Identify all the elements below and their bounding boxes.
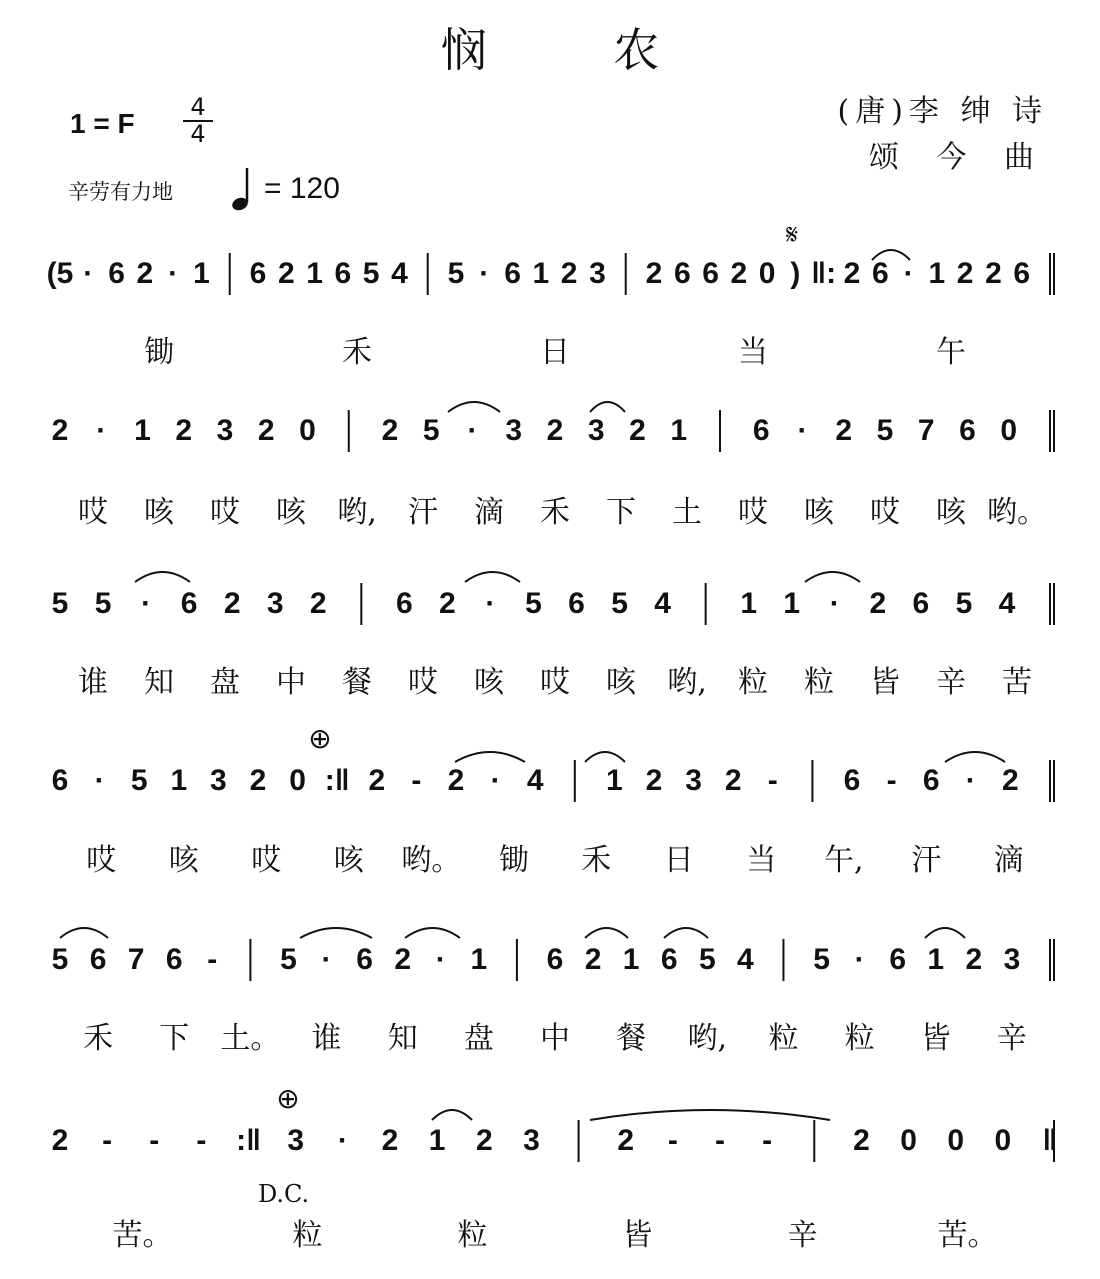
note-digit: 2 xyxy=(956,257,974,290)
note-digit: 2 xyxy=(447,764,465,797)
lyric-syllable: 粒 xyxy=(292,1218,323,1253)
note-digit: 2 xyxy=(835,414,853,447)
note-digit: 4 xyxy=(737,943,754,976)
lyric-syllable: 中 xyxy=(540,1021,570,1056)
note-digit: - xyxy=(667,1124,678,1157)
note-digit: 1 xyxy=(670,414,688,447)
repeat-barline: :‖ xyxy=(236,1124,262,1157)
note-digit: 6 xyxy=(889,943,907,976)
slur xyxy=(135,572,190,582)
lyric-syllable: 盘 xyxy=(463,1021,494,1056)
note-digit: 2 xyxy=(51,1124,69,1157)
slur xyxy=(585,928,628,938)
note-digit: 0 xyxy=(994,1124,1012,1157)
lyric-syllable: 哎 xyxy=(870,495,900,530)
lyric-syllable: 咳 xyxy=(276,495,306,530)
lyric-syllable: 中 xyxy=(276,665,306,700)
lyric-syllable: 粒 xyxy=(804,665,834,700)
note-digit: 2 xyxy=(985,257,1002,290)
note-digit: 2 xyxy=(869,587,887,620)
note-digit: 3 xyxy=(523,1124,540,1157)
note-digit: 6 xyxy=(249,257,267,290)
note-digit: 3 xyxy=(685,764,702,797)
note-digit: 4 xyxy=(526,764,544,797)
lyric-syllable: 粒 xyxy=(457,1218,488,1253)
note-digit: 2 xyxy=(730,257,748,290)
lyric-syllable: 苦。 xyxy=(112,1218,173,1253)
note-digit: 2 xyxy=(381,1124,399,1157)
note-digit: 2 xyxy=(439,587,456,620)
slur xyxy=(60,928,108,938)
lyric-syllable: 咳 xyxy=(606,665,636,700)
note-digit: 7 xyxy=(917,414,935,447)
time-signature-bottom: 4 xyxy=(190,120,206,148)
barline-token: | xyxy=(1045,943,1055,976)
lyric-syllable: 禾 xyxy=(342,335,372,370)
note-digit: 6 xyxy=(334,257,352,290)
barline-token: | xyxy=(246,943,255,976)
coda-icon: ⊕ xyxy=(276,1082,300,1115)
note-digit: 2 xyxy=(546,414,564,447)
augmentation-dot: · xyxy=(903,257,914,290)
note-digit: - xyxy=(196,1124,207,1157)
note-digit: 0 xyxy=(1000,414,1018,447)
augmentation-dot: · xyxy=(96,414,107,447)
lyric-syllable: 下 xyxy=(606,495,636,530)
barline-token: | xyxy=(225,257,234,290)
lyric-syllable: 锄 xyxy=(498,843,529,878)
slur xyxy=(945,752,1005,762)
barline-token: | xyxy=(1045,764,1055,797)
note-digit: 1 xyxy=(740,587,758,620)
note-digit: 2 xyxy=(560,257,578,290)
augmentation-dot: · xyxy=(141,587,152,620)
lyric-syllable: 汗 xyxy=(911,843,942,878)
lyric-syllable: 咳 xyxy=(474,665,504,700)
augmentation-dot: · xyxy=(467,414,478,447)
slur xyxy=(405,928,460,938)
lyric-syllable: 滴 xyxy=(993,843,1024,878)
note-digit: 1 xyxy=(170,764,188,797)
barline-token: | xyxy=(1045,587,1055,620)
lyric-syllable: 土 xyxy=(672,495,702,530)
barline-token: | xyxy=(1045,257,1055,290)
lyric-syllable: 粒 xyxy=(768,1021,799,1056)
lyric-syllable: 辛 xyxy=(787,1218,818,1253)
slur xyxy=(925,928,965,938)
lyric-syllable: 午 xyxy=(936,335,966,370)
note-digit: 0 xyxy=(947,1124,965,1157)
time-signature-top: 4 xyxy=(190,93,206,121)
note-digit: 6 xyxy=(660,943,678,976)
lyric-syllable: 苦 xyxy=(1002,665,1032,700)
note-digit: 6 xyxy=(396,587,413,620)
barline-token: | xyxy=(423,257,432,290)
note-digit: 2 xyxy=(223,587,241,620)
note-digit: 6 xyxy=(546,943,564,976)
note-digit: 6 xyxy=(89,943,107,976)
barline-token: | xyxy=(357,587,366,620)
note-digit: 0 xyxy=(758,257,776,290)
note-digit: 4 xyxy=(998,587,1016,620)
note-digit: 2 xyxy=(309,587,327,620)
note-digit: 5 xyxy=(51,587,69,620)
note-digit: 2 xyxy=(645,257,663,290)
barline-token: | xyxy=(810,1124,819,1157)
note-digit: 2 xyxy=(257,414,275,447)
note-digit: 4 xyxy=(391,257,408,290)
note-digit: 3 xyxy=(287,1124,305,1157)
lyric-syllable: 哎 xyxy=(86,843,117,878)
note-digit: 6 xyxy=(912,587,930,620)
slur xyxy=(805,572,860,582)
segno-icon: 𝄋 xyxy=(785,218,799,251)
augmentation-dot: · xyxy=(479,257,490,290)
note-digit: 6 xyxy=(180,587,198,620)
lyric-syllable: 粒 xyxy=(844,1021,875,1056)
note-digit: 4 xyxy=(654,587,671,620)
note-digit: 6 xyxy=(165,943,183,976)
lyric-syllable: 当 xyxy=(738,335,768,370)
barline-token: | xyxy=(779,943,788,976)
note-digit: 2 xyxy=(629,414,646,447)
lyric-syllable: 哟, xyxy=(667,665,707,700)
note-digit: 5 xyxy=(611,587,628,620)
note-digit: 2 xyxy=(965,943,983,976)
augmentation-dot: · xyxy=(94,764,105,797)
note-digit: 2 xyxy=(368,764,386,797)
slur xyxy=(300,928,372,938)
lyric-syllable: 咳 xyxy=(936,495,966,530)
barline-token: | xyxy=(574,1124,583,1157)
augmentation-dot: · xyxy=(490,764,501,797)
lyric-syllable: 皆 xyxy=(870,665,900,700)
augmentation-dot: · xyxy=(485,587,496,620)
lyric-syllable: 咳 xyxy=(804,495,834,530)
note-digit: (5 xyxy=(46,257,74,290)
lyric-syllable: 哟, xyxy=(337,495,377,530)
lyric-syllable: 当 xyxy=(746,843,777,878)
lyric-syllable: 皆 xyxy=(920,1021,951,1056)
barline-token: | xyxy=(715,414,725,447)
note-digit: 6 xyxy=(673,257,691,290)
lyric-syllable: 哟。 xyxy=(987,495,1047,530)
note-digit: 1 xyxy=(470,943,488,976)
repeat-barline: ‖: xyxy=(811,257,837,290)
note-digit: 5 xyxy=(51,943,69,976)
lyric-syllable: 餐 xyxy=(342,665,372,700)
lyric-syllable: 禾 xyxy=(83,1021,114,1056)
lyric-syllable: 日 xyxy=(663,843,694,878)
lyric-syllable: 盘 xyxy=(210,665,240,700)
note-digit: 5 xyxy=(447,257,465,290)
lyric-syllable: 滴 xyxy=(474,495,504,530)
repeat-barline: :‖ xyxy=(324,764,350,797)
barline-token: | xyxy=(621,257,630,290)
augmentation-dot: · xyxy=(321,943,332,976)
lyric-syllable: 哟。 xyxy=(401,843,462,878)
note-digit: 2 xyxy=(51,414,69,447)
note-digit: 2 xyxy=(277,257,295,290)
lyric-syllable: 谁 xyxy=(311,1021,342,1056)
barline-token: | xyxy=(808,764,817,797)
note-digit: 5 xyxy=(955,587,973,620)
note-digit: 5 xyxy=(525,587,542,620)
note-digit: 2 xyxy=(381,414,399,447)
note-digit: 6 xyxy=(356,943,373,976)
slur xyxy=(432,1110,472,1120)
note-digit: - xyxy=(411,764,422,797)
lyric-syllable: 哎 xyxy=(251,843,282,878)
lyric-syllable: 皆 xyxy=(622,1218,653,1253)
note-digit: 7 xyxy=(127,943,145,976)
note-digit: 1 xyxy=(428,1124,446,1157)
note-digit: 2 xyxy=(249,764,267,797)
lyric-syllable: 咳 xyxy=(333,843,364,878)
note-digit: 2 xyxy=(475,1124,493,1157)
note-digit: - xyxy=(886,764,897,797)
note-digit: 6 xyxy=(752,414,770,447)
note-digit: 6 xyxy=(871,257,889,290)
note-digit: 6 xyxy=(568,587,585,620)
lyric-syllable: 下 xyxy=(159,1021,190,1056)
note-digit: 3 xyxy=(216,414,234,447)
note-digit: 5 xyxy=(813,943,830,976)
lyric-syllable: 粒 xyxy=(738,665,768,700)
augmentation-dot: · xyxy=(854,943,865,976)
barline-token: | xyxy=(570,764,580,797)
lyric-syllable: 禾 xyxy=(581,843,612,878)
note-digit: 2 xyxy=(645,764,663,797)
note-digit: - xyxy=(102,1124,113,1157)
slur xyxy=(585,752,625,762)
note-digit: 6 xyxy=(51,764,69,797)
augmentation-dot: · xyxy=(83,257,94,290)
lyric-syllable: 知 xyxy=(387,1021,418,1056)
note-digit: 2 xyxy=(1002,764,1019,797)
note-digit: - xyxy=(715,1124,725,1157)
note-digit: 0 xyxy=(289,764,306,797)
lyric-syllable: 禾 xyxy=(540,495,570,530)
note-digit: 3 xyxy=(589,257,606,290)
note-digit: 5 xyxy=(362,257,380,290)
note-digit: 5 xyxy=(698,943,716,976)
note-digit: 5 xyxy=(130,764,148,797)
note-digit: 6 xyxy=(1013,257,1031,290)
note-digit: 1 xyxy=(606,764,623,797)
note-digit: 6 xyxy=(959,414,976,447)
note-digit: 1 xyxy=(622,943,640,976)
note-digit: 2 xyxy=(843,257,861,290)
note-digit: 1 xyxy=(134,414,151,447)
note-digit: 5 xyxy=(94,587,112,620)
note-digit: 2 xyxy=(584,943,602,976)
slur xyxy=(455,752,525,762)
lyric-syllable: 知 xyxy=(144,665,174,700)
repeat-barline: ‖ xyxy=(1042,1124,1058,1157)
augmentation-dot: · xyxy=(337,1124,348,1157)
lyric-syllable: 汗 xyxy=(408,495,438,530)
lyric-syllable: 日 xyxy=(540,335,570,370)
barline-token: | xyxy=(1045,414,1055,447)
note-digit: 2 xyxy=(175,414,193,447)
augmentation-dot: · xyxy=(797,414,808,447)
lyric-syllable: 午, xyxy=(823,843,864,878)
augmentation-dot: · xyxy=(965,764,976,797)
slur xyxy=(465,572,520,582)
augmentation-dot: · xyxy=(435,943,446,976)
note-digit: 3 xyxy=(210,764,227,797)
note-digit: 5 xyxy=(280,943,297,976)
coda-icon: ⊕ xyxy=(308,722,332,755)
lyric-syllable: 咳 xyxy=(168,843,199,878)
note-digit: 2 xyxy=(394,943,412,976)
slur xyxy=(590,402,625,412)
lyric-syllable: 哎 xyxy=(408,665,438,700)
lyric-syllable: 谁 xyxy=(78,665,108,700)
slur xyxy=(448,402,500,412)
slur xyxy=(664,928,708,938)
lyric-syllable: 哟, xyxy=(687,1021,728,1056)
lyric-syllable: 辛 xyxy=(936,665,966,700)
key-signature: 1 = F xyxy=(70,108,135,139)
note-digit: 0 xyxy=(299,414,316,447)
note-digit: 1 xyxy=(928,257,946,290)
dc-mark: D.C. xyxy=(258,1180,310,1208)
note-digit: 5 xyxy=(422,414,440,447)
lyric-syllable: 哎 xyxy=(738,495,768,530)
note-digit: 5 xyxy=(876,414,894,447)
lyric-syllable: 土。 xyxy=(220,1021,281,1056)
lyricist-credit: (唐)李 绅 诗 xyxy=(837,94,1048,129)
note-digit: 3 xyxy=(1003,943,1021,976)
note-digit: 3 xyxy=(266,587,284,620)
note-digit: - xyxy=(767,764,778,797)
note-digit: 6 xyxy=(922,764,940,797)
note-digit: 2 xyxy=(724,764,742,797)
barline-token: | xyxy=(512,943,522,976)
lyric-syllable: 哎 xyxy=(540,665,570,700)
barline-token: | xyxy=(701,587,710,620)
augmentation-dot: · xyxy=(829,587,840,620)
note-digit: 6 xyxy=(108,257,125,290)
note-digit: 3 xyxy=(505,414,523,447)
lyric-syllable: 辛 xyxy=(996,1021,1027,1056)
composer-credit: 颂 今 曲 xyxy=(868,140,1048,175)
note-digit: 1 xyxy=(306,257,323,290)
lyric-syllable: 餐 xyxy=(616,1021,647,1056)
lyric-syllable: 哎 xyxy=(210,495,240,530)
note-digit: 6 xyxy=(843,764,861,797)
song-title: 悯 农 xyxy=(440,23,716,77)
slur xyxy=(590,1110,830,1120)
note-digit: - xyxy=(149,1124,160,1157)
note-digit: 6 xyxy=(504,257,521,290)
tempo-expression: 辛劳有力地 xyxy=(68,180,173,204)
note-digit: - xyxy=(207,943,218,976)
note-digit: 1 xyxy=(927,943,945,976)
note-digit: 1 xyxy=(193,257,210,290)
lyric-syllable: 锄 xyxy=(144,335,174,370)
lyric-syllable: 苦。 xyxy=(937,1218,998,1253)
note-digit: 1 xyxy=(783,587,801,620)
note-digit: 1 xyxy=(532,257,550,290)
note-digit: 2 xyxy=(617,1124,635,1157)
lyric-syllable: 咳 xyxy=(144,495,174,530)
note-digit: 6 xyxy=(702,257,719,290)
note-digit: - xyxy=(762,1124,773,1157)
tempo-value: = 120 xyxy=(264,172,340,205)
lyric-syllable: 哎 xyxy=(78,495,108,530)
note-digit: ) xyxy=(790,257,801,290)
note-digit: 0 xyxy=(900,1124,917,1157)
note-digit: 2 xyxy=(136,257,154,290)
augmentation-dot: · xyxy=(168,257,179,290)
note-digit: 2 xyxy=(853,1124,870,1157)
barline-token: | xyxy=(344,414,353,447)
note-digit: 3 xyxy=(587,414,605,447)
